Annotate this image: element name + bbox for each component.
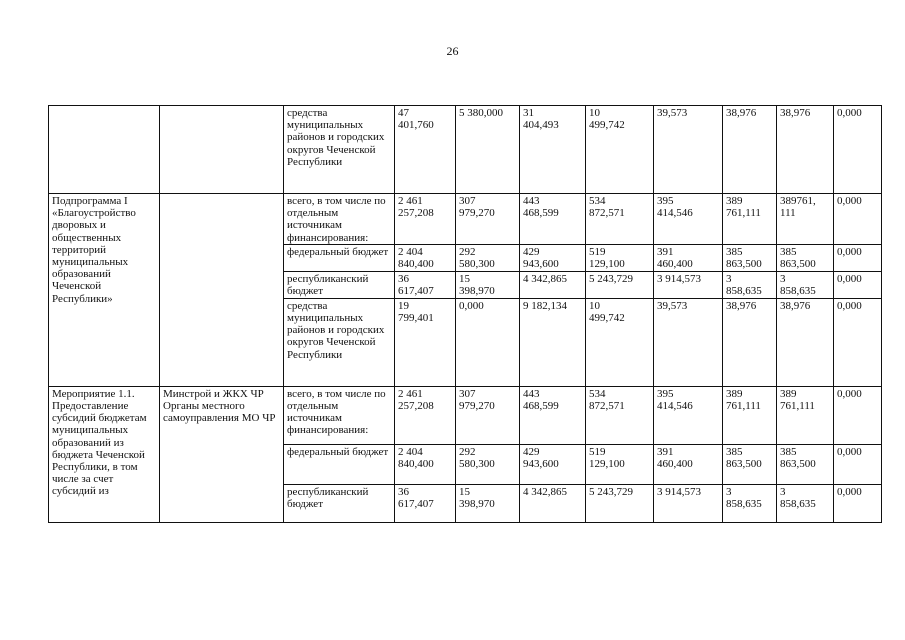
value-cell: 31 404,493 [520, 106, 586, 194]
value-cell: 389 761,111 [723, 386, 777, 444]
value-cell: 534 872,571 [586, 194, 654, 245]
value-cell: 292 580,300 [456, 244, 520, 271]
value-cell: 38,976 [723, 298, 777, 386]
value-cell: 391 460,400 [654, 244, 723, 271]
subprogram-cell: Подпрограмма I «Благоустройство дворовых и общественных территорий муниципальных образований Чеченской Республики» [49, 194, 160, 387]
table-row [49, 386, 882, 444]
executor-cell [160, 194, 284, 387]
value-cell: 443 468,599 [520, 194, 586, 245]
value-cell: 0,000 [834, 244, 882, 271]
value-cell: 9 182,134 [520, 298, 586, 386]
value-cell: 0,000 [834, 298, 882, 386]
value-cell: 2 404 840,400 [395, 444, 456, 484]
funding-source-cell: республиканский бюджет [284, 271, 395, 298]
value-cell: 5 243,729 [586, 484, 654, 522]
value-cell: 519 129,100 [586, 244, 654, 271]
program-cell [49, 106, 160, 194]
value-cell: 391 460,400 [654, 444, 723, 484]
value-cell: 385 863,500 [723, 444, 777, 484]
value-cell: 3 858,635 [723, 484, 777, 522]
value-cell: 389 761,111 [723, 194, 777, 245]
value-cell: 38,976 [777, 298, 834, 386]
value-cell: 2 461 257,208 [395, 386, 456, 444]
executor-cell [160, 106, 284, 194]
value-cell: 39,573 [654, 298, 723, 386]
value-cell: 47 401,760 [395, 106, 456, 194]
value-cell: 2 461 257,208 [395, 194, 456, 245]
table-row [49, 194, 882, 245]
budget-table [48, 105, 882, 523]
funding-source-cell: средства муниципальных районов и городских округов Чеченской Республики [284, 298, 395, 386]
value-cell: 38,976 [723, 106, 777, 194]
value-cell: 10 499,742 [586, 106, 654, 194]
value-cell: 3 858,635 [777, 271, 834, 298]
value-cell: 15 398,970 [456, 271, 520, 298]
value-cell: 429 943,600 [520, 244, 586, 271]
executor-cell: Минстрой и ЖКХ ЧР Органы местного самоуправления МО ЧР [160, 386, 284, 522]
funding-source-cell: республиканский бюджет [284, 484, 395, 522]
value-cell: 0,000 [834, 106, 882, 194]
value-cell: 385 863,500 [723, 244, 777, 271]
value-cell: 534 872,571 [586, 386, 654, 444]
value-cell: 443 468,599 [520, 386, 586, 444]
value-cell: 5 380,000 [456, 106, 520, 194]
value-cell: 395 414,546 [654, 386, 723, 444]
value-cell: 395 414,546 [654, 194, 723, 245]
value-cell: 39,573 [654, 106, 723, 194]
funding-source-cell: средства муниципальных районов и городских округов Чеченской Республики [284, 106, 395, 194]
value-cell: 0,000 [456, 298, 520, 386]
value-cell: 2 404 840,400 [395, 244, 456, 271]
table-row [49, 106, 882, 194]
value-cell: 3 858,635 [777, 484, 834, 522]
funding-source-cell: федеральный бюджет [284, 244, 395, 271]
value-cell: 292 580,300 [456, 444, 520, 484]
value-cell: 307 979,270 [456, 386, 520, 444]
value-cell: 4 342,865 [520, 271, 586, 298]
value-cell: 4 342,865 [520, 484, 586, 522]
activity-cell: Мероприятие 1.1. Предоставление субсидий бюджетам муниципальных образований из бюджета Чеченской Республики, в том числе за счет субсидий из [49, 386, 160, 522]
funding-source-cell: федеральный бюджет [284, 444, 395, 484]
value-cell: 0,000 [834, 484, 882, 522]
value-cell: 519 129,100 [586, 444, 654, 484]
value-cell: 389761, 111 [777, 194, 834, 245]
value-cell: 0,000 [834, 444, 882, 484]
page-number: 26 [446, 44, 459, 58]
funding-source-cell: всего, в том числе по отдельным источникам финансирования: [284, 194, 395, 245]
value-cell: 307 979,270 [456, 194, 520, 245]
value-cell: 10 499,742 [586, 298, 654, 386]
value-cell: 389 761,111 [777, 386, 834, 444]
value-cell: 3 858,635 [723, 271, 777, 298]
value-cell: 429 943,600 [520, 444, 586, 484]
value-cell: 3 914,573 [654, 271, 723, 298]
value-cell: 0,000 [834, 271, 882, 298]
funding-source-cell: всего, в том числе по отдельным источникам финансирования: [284, 386, 395, 444]
value-cell: 5 243,729 [586, 271, 654, 298]
value-cell: 15 398,970 [456, 484, 520, 522]
value-cell: 3 914,573 [654, 484, 723, 522]
value-cell: 0,000 [834, 386, 882, 444]
value-cell: 385 863,500 [777, 244, 834, 271]
value-cell: 36 617,407 [395, 271, 456, 298]
value-cell: 19 799,401 [395, 298, 456, 386]
value-cell: 36 617,407 [395, 484, 456, 522]
value-cell: 0,000 [834, 194, 882, 245]
value-cell: 385 863,500 [777, 444, 834, 484]
value-cell: 38,976 [777, 106, 834, 194]
